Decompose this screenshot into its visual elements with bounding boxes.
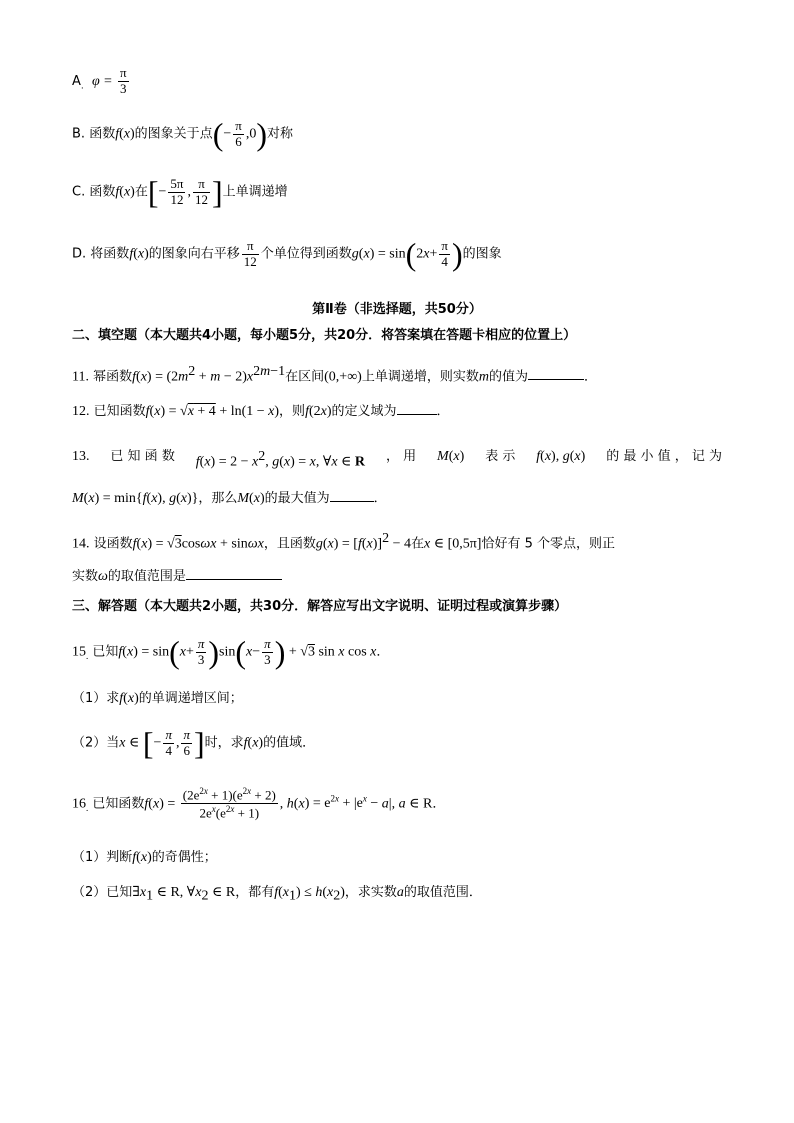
question-16: $16_.$ 已知函数f(x) = $\frac{(2e^{2x} + 1)(e^{2x} + 2)}{2e^x(e^{2x} + 1)}$ , $h(x) = e^{2x} + |e^x - a|$, a ∈ R．	[72, 786, 446, 821]
question-12: 12. 已知函数f(x) = √x + 4 + ln(1 − x)，则f(2x)的定义域为 ．	[72, 404, 450, 419]
question-15-part-2: （2）当x ∈ [− $\frac{\pi}{4}$ , $\frac{\pi}{6}$ ]时，求f(x)的值域．	[72, 725, 316, 761]
answer-blank[interactable]	[397, 404, 437, 415]
answer-blank[interactable]	[528, 369, 584, 380]
question-16-part-1: （1）判断f(x)的奇偶性；	[72, 850, 217, 865]
answer-blank[interactable]	[330, 491, 374, 502]
section-3-heading: 三、解答题（本大题共2小题，共30分．解答应写出文字说明、证明过程或演算步骤）	[72, 599, 568, 614]
question-13-cont: M(x) = min{f(x), g(x)}，那么M(x)的最大值为 ．	[72, 491, 387, 506]
option-b: B. 函数f(x)的图象关于点(− $\frac{\pi}{6}$ ,0)对称	[72, 116, 293, 152]
question-14: 14. 设函数f(x) = √3cosωx + sinωx，且函数$g(x) = [f(x)]^2 - 4$在x ∈ [0,5π]恰好有 5 个零点，则正	[72, 531, 616, 552]
option-c: C. 函数f(x)在[− $\frac{5\pi}{12}$ , $\frac{\pi}{12}$ ]上单调递增	[72, 174, 288, 210]
option-d: D. 将函数f(x)的图象向右平移 $\frac{\pi}{12}$ 个单位得到函数g(x) = sin(2x+ $\frac{\pi}{4}$ )的图象	[72, 236, 502, 272]
question-15-part-1: （1）求f(x)的单调递增区间；	[72, 691, 243, 706]
option-a: $A_.$ φ = $\frac{\pi}{3}$	[72, 65, 127, 96]
section-2-title: 第Ⅱ卷（非选择题，共50分）	[312, 302, 482, 317]
option-c-label: C.	[72, 184, 86, 200]
option-b-label: B.	[72, 126, 86, 142]
answer-blank[interactable]	[186, 569, 282, 580]
question-11: 11. 幂函数$f(x) = (2m^2 + m - 2)x^{2m-1}$在区间(0,+∞)上单调递增，则实数m的值为 ．	[72, 364, 598, 385]
option-a-label: A	[72, 73, 81, 89]
question-14-cont: 实数ω的取值范围是	[72, 569, 282, 584]
question-15: $15_.$ 已知f(x) = sin(x+ $\frac{\pi}{3}$ )sin(x− $\frac{\pi}{3}$ ) + √3 sin x cos x．	[72, 634, 390, 670]
question-16-part-2: （2）已知$\exists x_1$ ∈ R, $\forall x_2$ ∈ R，都有$f(x_1) \le h(x_2)$，求实数a的取值范围．	[72, 885, 482, 904]
question-13: 13. 已 知 函 数 $f(x) = 2 - x^2$, g(x) = x, ∀x ∈ R ， 用 M(x) 表 示 f(x), g(x) 的 最 小 值 ， 记 为	[72, 449, 722, 470]
section-2-heading: 二、填空题（本大题共4小题，每小题5分，共20分．将答案填在答题卡相应的位置上）	[72, 328, 577, 343]
option-d-label: D.	[72, 246, 87, 262]
pi-over-3: $\frac{\pi}{3}$	[119, 65, 127, 96]
